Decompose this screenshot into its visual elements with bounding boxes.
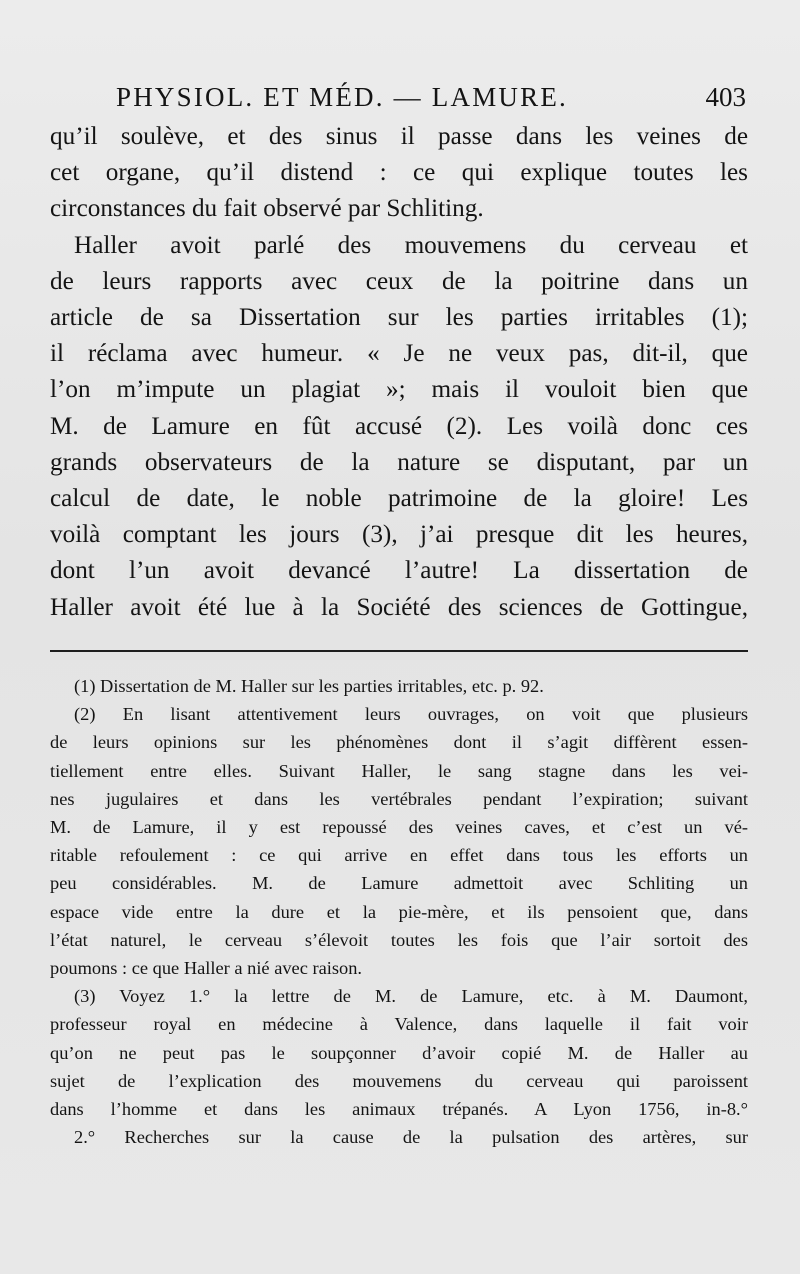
footnote-line: (2) En lisant attentivement leurs ouvrages, on voit que plusieurs: [74, 704, 748, 725]
footnote-line: nes jugulaires et dans les vertébrales pendant l’expiration; suivant: [50, 788, 748, 809]
running-header: [116, 82, 750, 113]
footnote-line: 2.° Recherches sur la cause de la pulsation des artères, sur: [74, 1127, 748, 1148]
footnotes: [50, 672, 748, 1151]
text-line: l’on m’impute un plagiat »; mais il vouloit bien que: [50, 376, 748, 404]
footnote-line: M. de Lamure, il y est repoussé des veines caves, et c’est un vé-: [50, 817, 748, 838]
footnote-line: professeur royal en médecine à Valence, dans laquelle il fait voir: [50, 1014, 748, 1035]
text-line: dont l’un avoit devancé l’autre! La dissertation de: [50, 557, 748, 585]
text-line: grands observateurs de la nature se disputant, par un: [50, 448, 748, 476]
footnote-line: peu considérables. M. de Lamure admettoit avec Schliting un: [50, 873, 748, 894]
running-title: PHYSIOL. ET MÉD. — LAMURE.: [116, 82, 568, 112]
text-line: article de sa Dissertation sur les parties irritables (1);: [50, 304, 748, 332]
text-line: voilà comptant les jours (3), j’ai presque dit les heures,: [50, 521, 748, 549]
footnote-line: l’état naturel, le cerveau s’élevoit toutes les fois que l’air sortoit des: [50, 929, 748, 950]
footnote-line: espace vide entre la dure et la pie-mère, et ils pensoient que, dans: [50, 901, 748, 922]
text-line: qu’il soulève, et des sinus il passe dans les veines de: [50, 123, 748, 150]
footnote-line: tiellement entre elles. Suivant Haller, le sang stagne dans les vei-: [50, 760, 748, 781]
footnote-line: sujet de l’explication des mouvemens du cerveau qui paroissent: [50, 1070, 748, 1091]
footnote-line: dans l’homme et dans les animaux trépanés. A Lyon 1756, in-8.°: [50, 1099, 748, 1120]
text-line: M. de Lamure en fût accusé (2). Les voilà donc ces: [50, 412, 748, 440]
main-text: [50, 119, 748, 626]
footnote-line: (3) Voyez 1.° la lettre de M. de Lamure, etc. à M. Daumont,: [74, 986, 748, 1007]
footnote-line: qu’on ne peut pas le soupçonner d’avoir copié M. de Haller au: [50, 1042, 748, 1063]
footnote-line: de leurs opinions sur les phénomènes dont il s’agit diffèrent essen-: [50, 732, 748, 753]
text-line: cet organe, qu’il distend : ce qui explique toutes les: [50, 159, 748, 187]
text-line: Haller avoit été lue à la Société des sciences de Gottingue,: [50, 593, 748, 621]
footnote-line: ritable refoulement : ce qui arrive en effet dans tous les efforts un: [50, 845, 748, 866]
footnote-separator-rule: [50, 650, 748, 652]
text-line: il réclama avec humeur. « Je ne veux pas, dit-il, que: [50, 340, 748, 368]
footnote-line: (1) Dissertation de M. Haller sur les parties irritables, etc. p. 92.: [74, 676, 544, 696]
text-line: calcul de date, le noble patrimoine de la gloire! Les: [50, 485, 748, 513]
text-line: circonstances du fait observé par Schliting.: [50, 195, 484, 223]
footnote-line: poumons : ce que Haller a nié avec raison.: [50, 958, 363, 979]
text-line: de leurs rapports avec ceux de la poitrine dans un: [50, 267, 748, 295]
page-number: 403: [705, 82, 746, 112]
text-line: Haller avoit parlé des mouvemens du cerveau et: [74, 231, 748, 259]
